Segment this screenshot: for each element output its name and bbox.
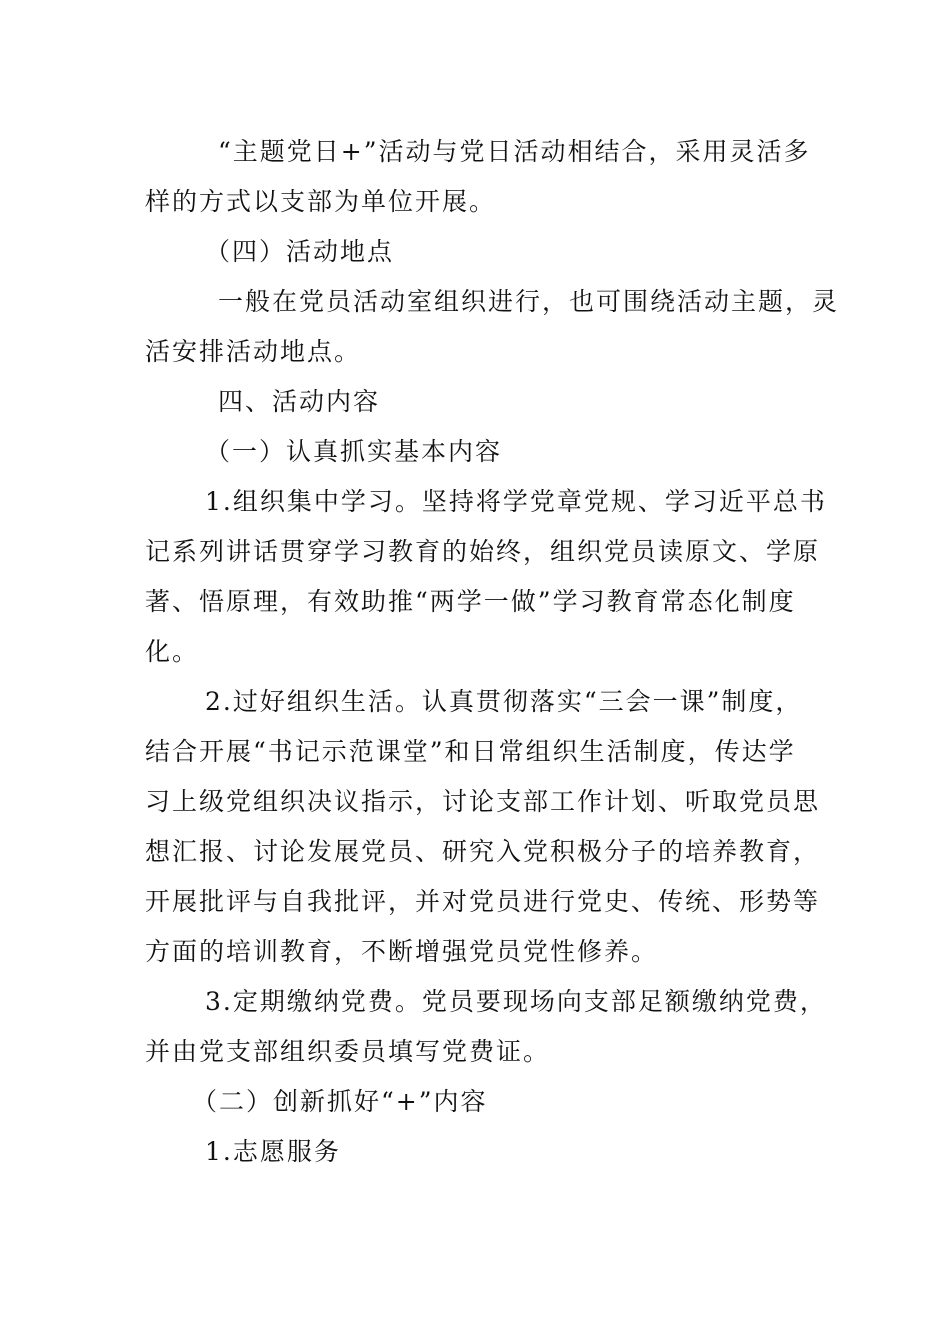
section-heading: （四）活动地点 bbox=[205, 237, 395, 266]
paragraph-line: 3.定期缴纳党费。党员要现场向支部足额缴纳党费， bbox=[205, 987, 827, 1016]
paragraph-line: 开展批评与自我批评，并对党员进行党史、传统、形势等 bbox=[145, 887, 821, 916]
paragraph-line: 习上级党组织决议指示，讨论支部工作计划、听取党员思 bbox=[145, 787, 821, 816]
paragraph-line: 化。 bbox=[145, 637, 200, 666]
paragraph-line: 样的方式以支部为单位开展。 bbox=[145, 187, 497, 216]
section-heading: 1.志愿服务 bbox=[205, 1137, 341, 1166]
paragraph-line: 结合开展“书记示范课堂”和日常组织生活制度，传达学 bbox=[145, 737, 796, 766]
section-heading: （二）创新抓好“+”内容 bbox=[192, 1087, 488, 1116]
paragraph-line: 2.过好组织生活。认真贯彻落实“三会一课”制度， bbox=[205, 687, 803, 716]
paragraph-line: 想汇报、讨论发展党员、研究入党积极分子的培养教育， bbox=[145, 837, 821, 866]
paragraph-line: 并由党支部组织委员填写党费证。 bbox=[145, 1037, 551, 1066]
paragraph-line: 活安排活动地点。 bbox=[145, 337, 362, 366]
paragraph-line: 著、悟原理，有效助推“两学一做”学习教育常态化制度 bbox=[145, 587, 796, 616]
section-heading: 四、活动内容 bbox=[218, 387, 381, 416]
section-heading: （一）认真抓实基本内容 bbox=[205, 437, 503, 466]
paragraph-line: 记系列讲话贯穿学习教育的始终，组织党员读原文、学原 bbox=[145, 537, 821, 566]
paragraph-line: 1.组织集中学习。坚持将学党章党规、学习近平总书 bbox=[205, 487, 827, 516]
paragraph-line: 一般在党员活动室组织进行，也可围绕活动主题，灵 bbox=[218, 287, 840, 316]
paragraph-line: 方面的培训教育，不断增强党员党性修养。 bbox=[145, 937, 659, 966]
paragraph-line: “主题党日+”活动与党日活动相结合，采用灵活多 bbox=[218, 137, 811, 166]
